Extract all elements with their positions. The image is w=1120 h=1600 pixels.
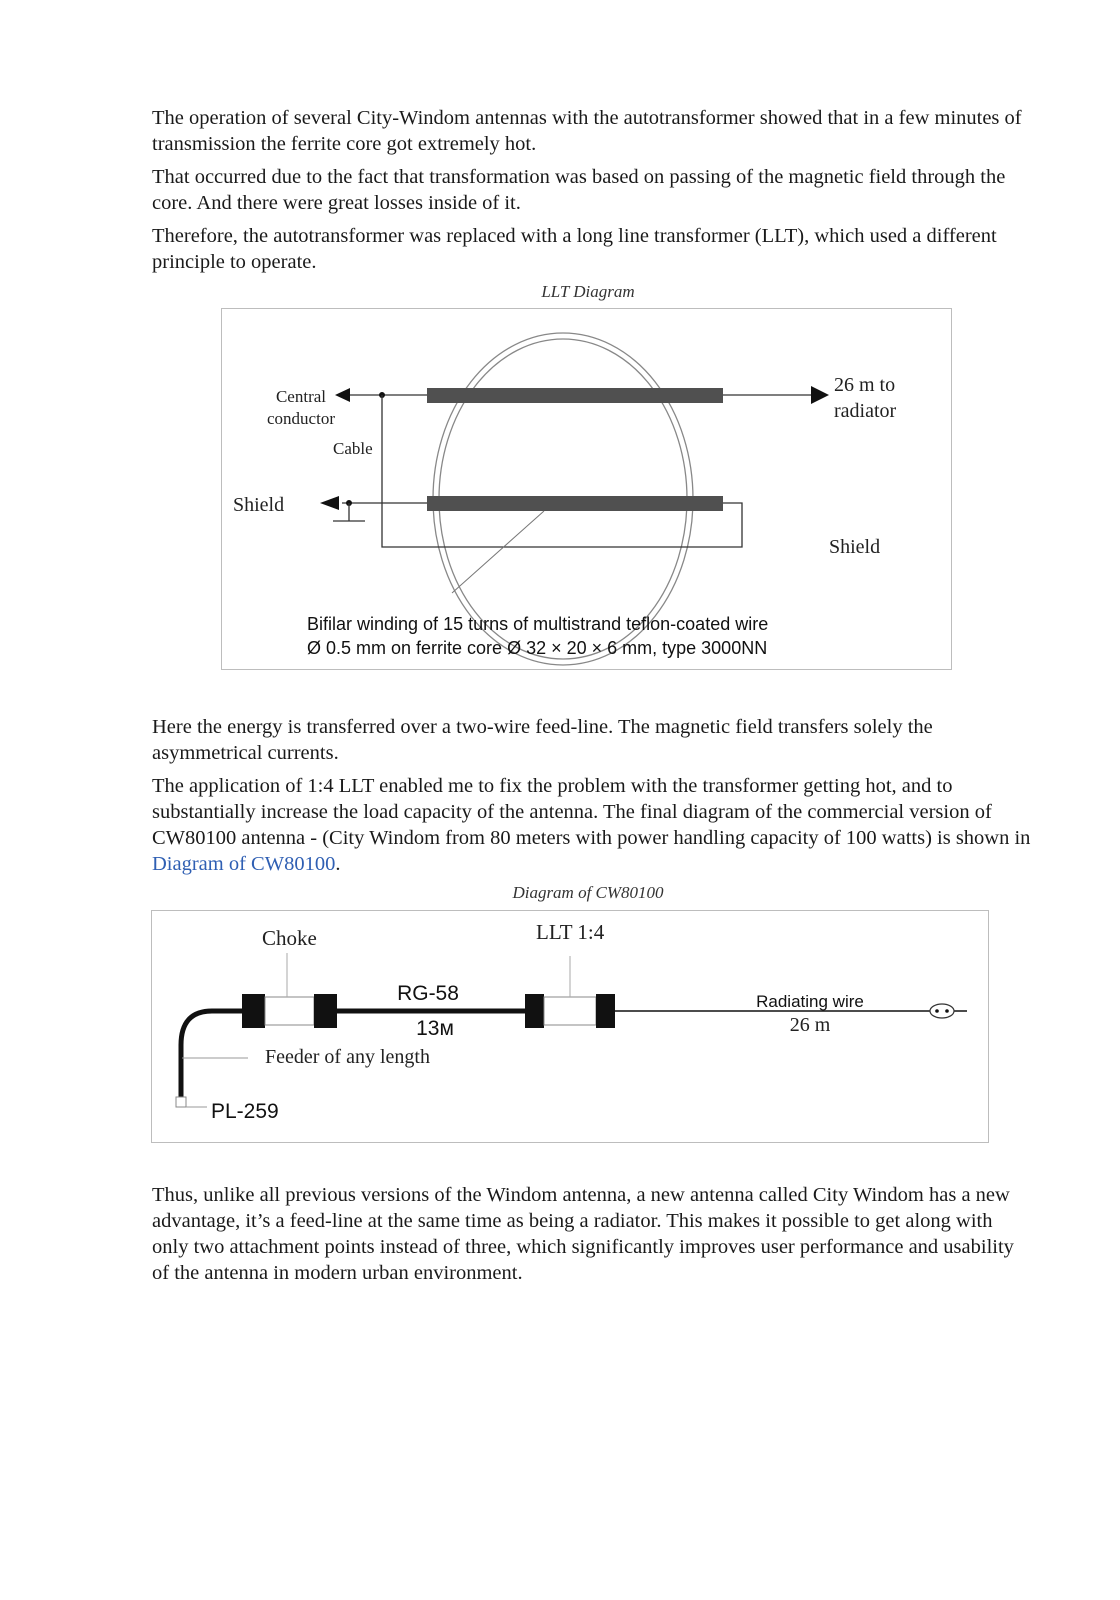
label-rg58: RG-58 bbox=[397, 982, 459, 1005]
cw80100-diagram-figure bbox=[152, 911, 990, 1144]
end-insulator-dot-right bbox=[945, 1009, 949, 1013]
label-radiating-wire: Radiating wire bbox=[756, 992, 864, 1011]
central-conductor-arrow bbox=[335, 388, 350, 402]
diagram-cw80100-link[interactable]: Diagram of CW80100 bbox=[152, 853, 336, 875]
label-cable: Cable bbox=[333, 439, 373, 458]
choke-cap-left bbox=[242, 994, 265, 1028]
paragraph-5 bbox=[152, 773, 1032, 877]
paragraph-6: Thus, unlike all previous versions of the Windom antenna, a new antenna called City Windom has a new advantage, it’s a feed-line at the same time as being a radiator. This makes it possible to get along with only two attachment points instead of three, which significantly improves user performance and usability of the antenna in modern urban environment. bbox=[152, 1184, 1014, 1284]
paragraph-5-text: The application of 1:4 LLT enabled me to fix the problem with the transformer getting hot, and to substantially increase the load capacity of the antenna. The final diagram of the commercial version of CW80100 antenna - (City Windom from 80 meters with power handling capacity of 100 watts) is shown in bbox=[152, 775, 1031, 849]
label-conductor: conductor bbox=[267, 409, 335, 428]
label-llt: LLT 1:4 bbox=[536, 920, 605, 944]
label-pl259: PL-259 bbox=[211, 1100, 279, 1123]
label-choke: Choke bbox=[262, 926, 317, 950]
feeder-cable bbox=[181, 1011, 242, 1098]
choke-cap-right bbox=[314, 994, 337, 1028]
winding-connection bbox=[382, 395, 742, 547]
radiator-arrow bbox=[811, 386, 829, 404]
cw80100-diagram bbox=[151, 910, 989, 1143]
end-insulator-dot-left bbox=[935, 1009, 939, 1013]
llt-diagram-caption: LLT Diagram bbox=[541, 282, 635, 301]
llt-cap-left bbox=[525, 994, 544, 1028]
paragraph-3: Therefore, the autotransformer was replaced with a long line transformer (LLT), which used a different principle to operate. bbox=[152, 225, 997, 273]
label-to-radiator-2: radiator bbox=[834, 400, 897, 422]
label-feeder: Feeder of any length bbox=[265, 1046, 430, 1068]
label-central: Central bbox=[275, 387, 327, 406]
winding-note-line-2: Ø 0.5 mm on ferrite core Ø 32 × 20 × 6 mm, type 3000NN bbox=[307, 638, 768, 658]
winding-bottom bbox=[427, 496, 723, 511]
paragraph-4: Here the energy is transferred over a two-wire feed-line. The magnetic field transfers solely the asymmetrical currents. bbox=[152, 716, 933, 764]
winding-top bbox=[427, 388, 723, 403]
choke-body bbox=[265, 997, 314, 1025]
end-insulator bbox=[930, 1004, 954, 1018]
llt-body bbox=[544, 997, 596, 1025]
llt-diagram bbox=[221, 308, 952, 670]
paragraph-5-end: . bbox=[335, 853, 341, 875]
note-leader bbox=[452, 511, 544, 593]
llt-cap-right bbox=[596, 994, 615, 1028]
label-shield-left: Shield bbox=[233, 494, 285, 516]
llt-diagram-figure bbox=[222, 309, 953, 671]
label-radiating-length: 26 m bbox=[789, 1014, 831, 1036]
label-shield-right: Shield bbox=[829, 536, 881, 558]
shield-arrow bbox=[320, 496, 339, 510]
paragraph-1: The operation of several City-Windom antennas with the autotransformer showed that in a few minutes of transmission the ferrite core got extremely hot. bbox=[152, 107, 1022, 155]
paragraph-2: That occurred due to the fact that transformation was based on passing of the magnetic field through the core. And there were great losses inside of it. bbox=[152, 166, 1006, 214]
pl259-connector bbox=[176, 1097, 186, 1107]
label-cable-length: 13м bbox=[416, 1017, 454, 1040]
cw80100-diagram-caption: Diagram of CW80100 bbox=[512, 883, 664, 902]
winding-note-line-1: Bifilar winding of 15 turns of multistrand teflon-coated wire bbox=[307, 614, 769, 634]
label-to-radiator-1: 26 m to bbox=[834, 374, 896, 396]
